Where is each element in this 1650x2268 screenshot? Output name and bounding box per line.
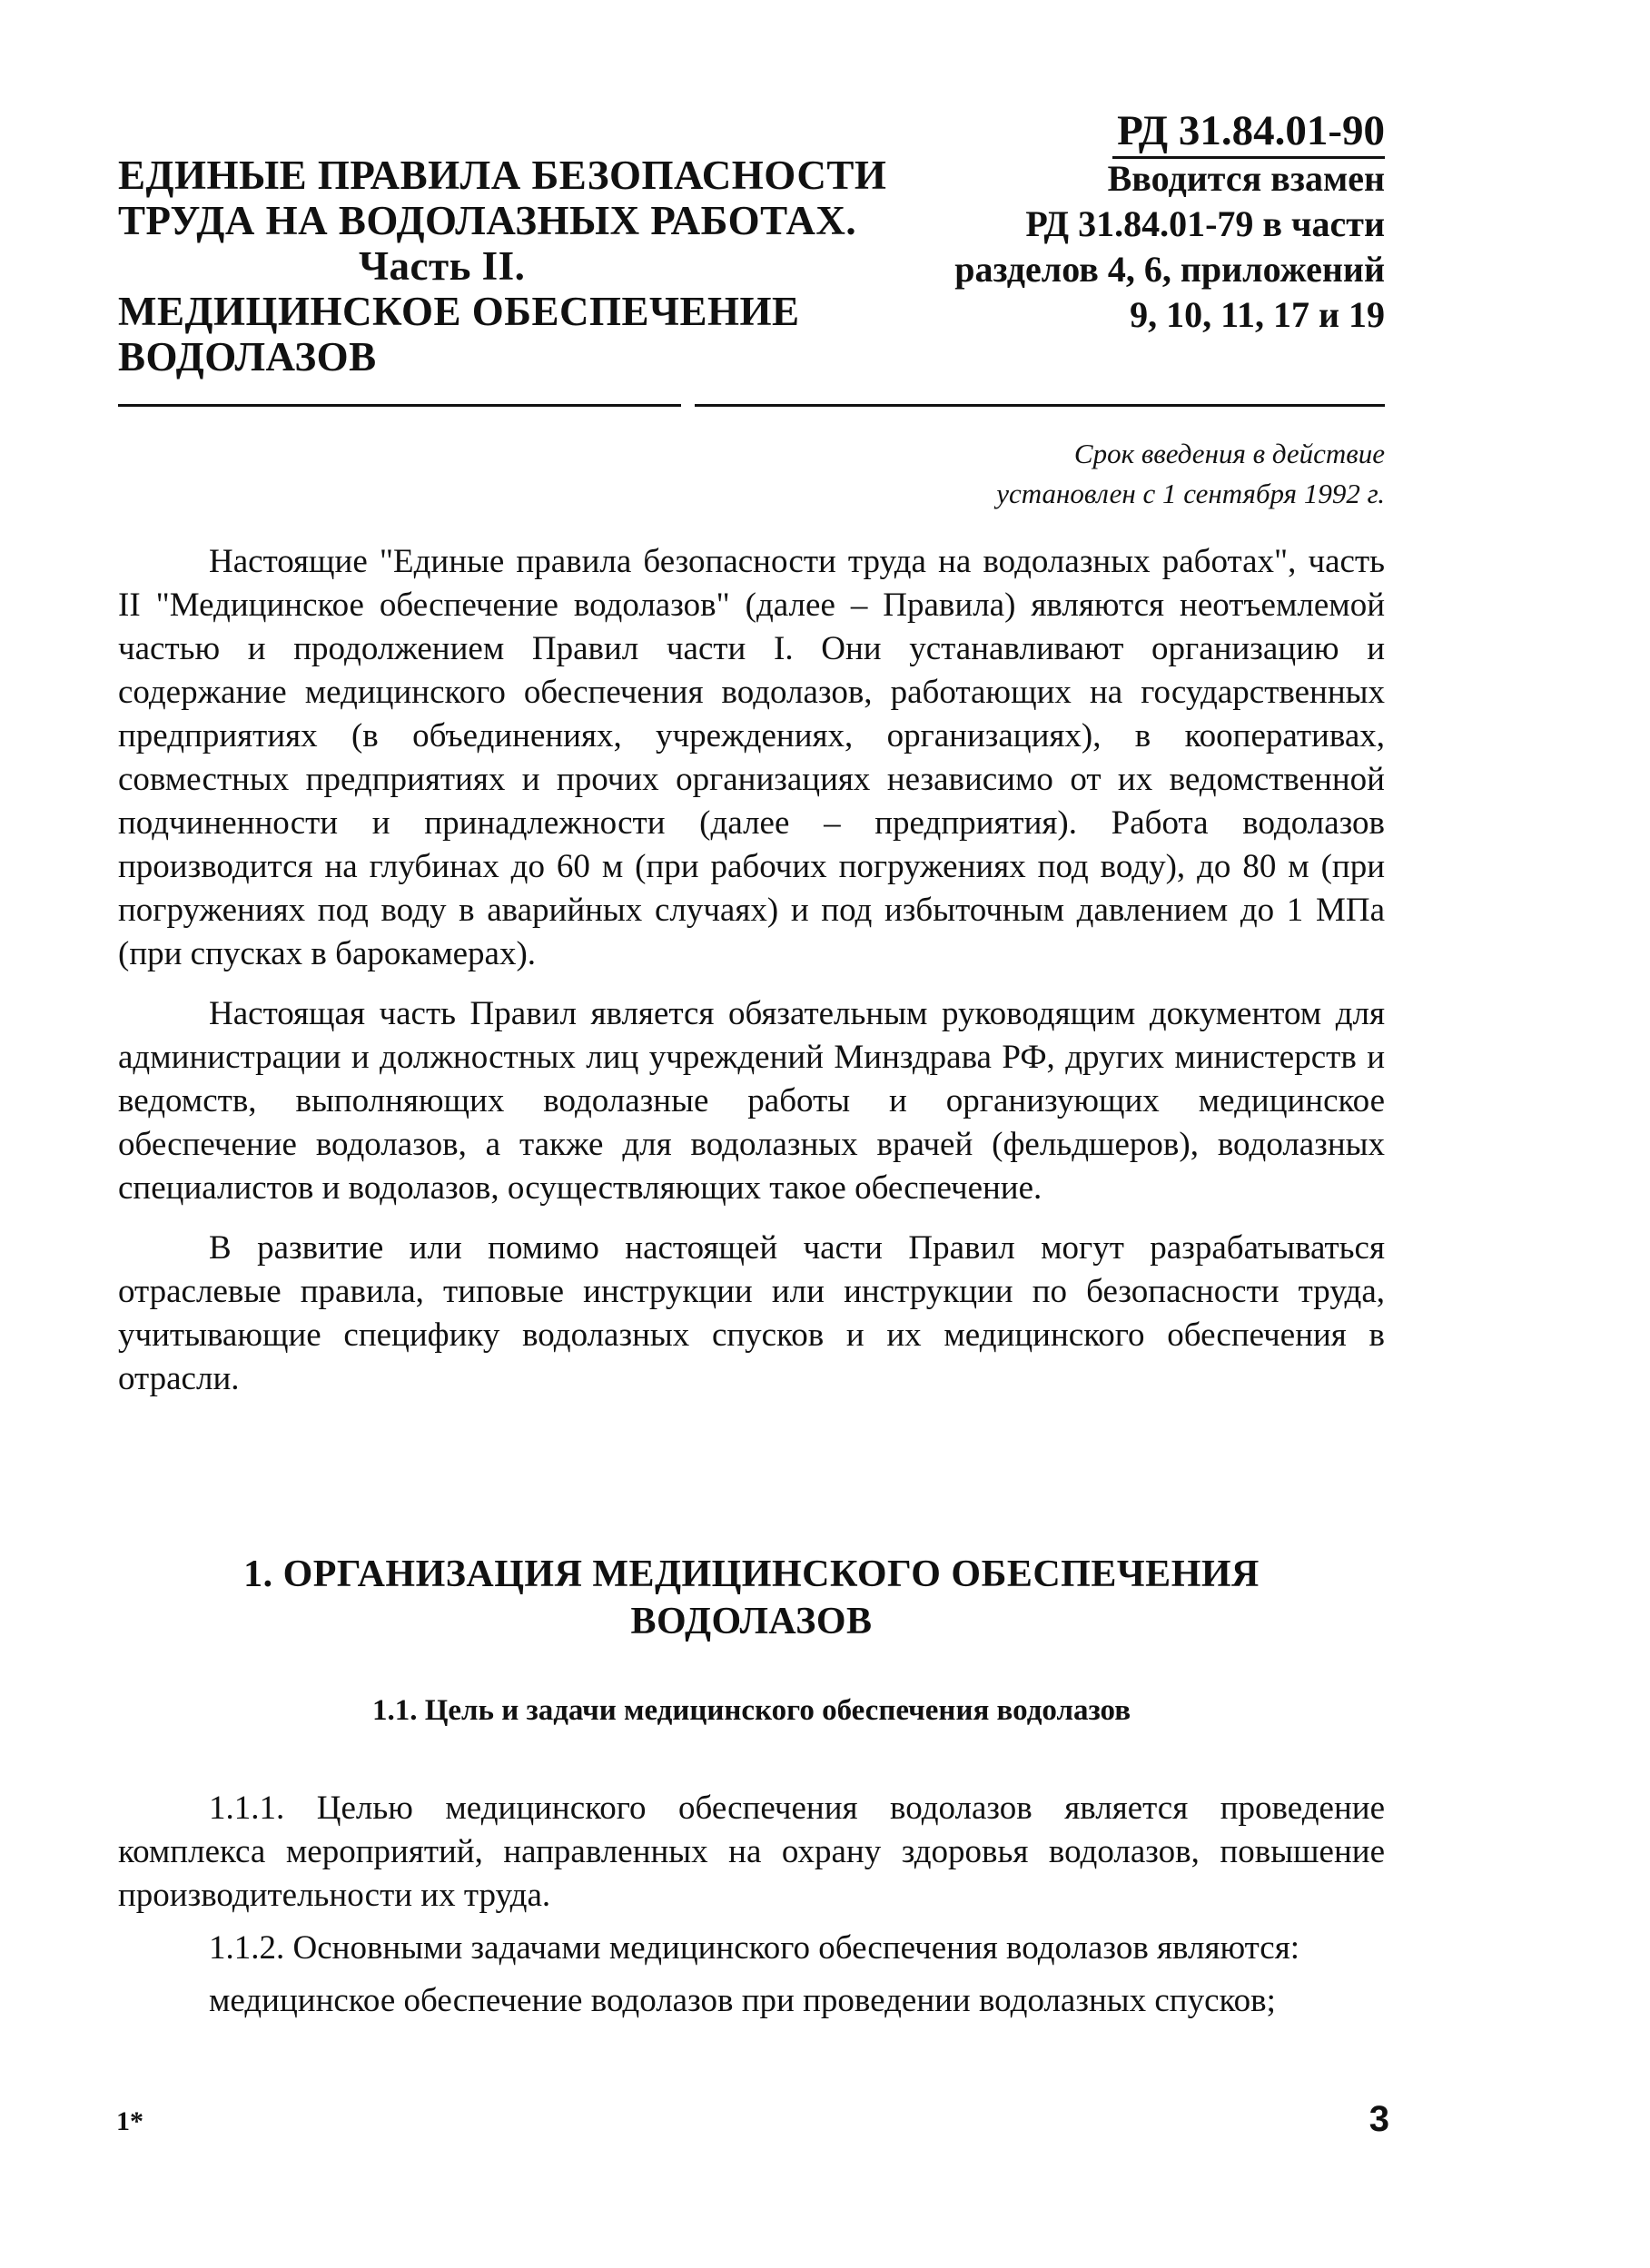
page-number: 3 — [1368, 2099, 1389, 2139]
intro-text — [118, 540, 1385, 1417]
replaces-note — [890, 156, 1385, 338]
section-paragraph: 1.1.1. Целью медицинского обеспечения водолазов является проведение комплекса мероприятий, направленных на охрану здоровья водолазов, повышение производительности их труда. — [118, 1790, 1385, 1914]
document-code: РД 31.84.01-90 — [1112, 107, 1385, 159]
signature-mark: 1* — [116, 2106, 143, 2136]
section-text — [118, 1787, 1385, 2032]
section-heading-line: 1. ОРГАНИЗАЦИЯ МЕДИЦИНСКОГО ОБЕСПЕЧЕНИЯ — [243, 1553, 1260, 1595]
section-paragraph: 1.1.2. Основными задачами медицинского обеспечения водолазов являются: — [209, 1929, 1300, 1967]
effective-date-note — [817, 434, 1385, 514]
replaces-line: 9, 10, 11, 17 и 19 — [1130, 294, 1385, 335]
replaces-line: Вводится взамен — [1107, 158, 1385, 199]
replaces-line: РД 31.84.01-79 в части — [1025, 203, 1385, 244]
intro-paragraph: Настоящая часть Правил является обязательным руководящим документом для администрации и должностных лиц учреждений Минздрава РФ, других министерств и ведомств, выполняющих водолазные работы и организующих медицинское обеспечение водолазов, а также для водолазных врачей (фельдшеров), водолазных специалистов и водолазов, осуществляющих такое обеспечение. — [118, 995, 1385, 1207]
effective-line: установлен с 1 сентября 1992 г. — [996, 478, 1385, 509]
section-heading — [118, 1551, 1385, 1645]
replaces-line: разделов 4, 6, приложений — [954, 249, 1385, 290]
intro-paragraph: Настоящие "Единые правила безопасности труда на водолазных работах", часть II "Медицинское обеспечение водолазов" (далее – Правила) являются неотъемлемой частью и продолжением Правил части I. Они устанавливают организацию и содержание медицинского обеспечения водолазов, работающих на государственных предприятиях (в объединениях, учреждениях, организациях), в кооперативах, совместных предприятиях и прочих организациях независимо от их ведомственной подчиненности и принадлежности (далее – предприятия). Работа водолазов производится на глубинах до 60 м (при рабочих погружениях под воду), до 80 м (при погружениях под воду в аварийных случаях) и под избыточным давлением до 1 МПа (при спусках в барокамерах). — [118, 543, 1385, 972]
subsection-heading: 1.1. Цель и задачи медицинского обеспечения водолазов — [371, 1694, 1131, 1727]
section-paragraph: медицинское обеспечение водолазов при проведении водолазных спусков; — [209, 1982, 1276, 2019]
title-line-part: Часть II. — [359, 243, 526, 289]
section-heading-line: ВОДОЛАЗОВ — [630, 1601, 873, 1642]
title-line: МЕДИЦИНСКОЕ ОБЕСПЕЧЕНИЕ — [118, 289, 800, 334]
title-line: ВОДОЛАЗОВ — [118, 334, 377, 380]
header-divider-right — [695, 404, 1385, 407]
header-divider-left — [118, 404, 681, 407]
document-title — [118, 153, 935, 380]
intro-paragraph: В развитие или помимо настоящей части Правил могут разрабатываться отраслевые правила, типовые инструкции или инструкции по безопасности труда, учитывающие специфику водолазных спусков и их медицинского обеспечения в отрасли. — [118, 1229, 1385, 1397]
title-line: ЕДИНЫЕ ПРАВИЛА БЕЗОПАСНОСТИ — [118, 153, 887, 198]
title-line: ТРУДА НА ВОДОЛАЗНЫХ РАБОТАХ. — [118, 198, 857, 243]
effective-line: Срок введения в действие — [1073, 438, 1385, 469]
